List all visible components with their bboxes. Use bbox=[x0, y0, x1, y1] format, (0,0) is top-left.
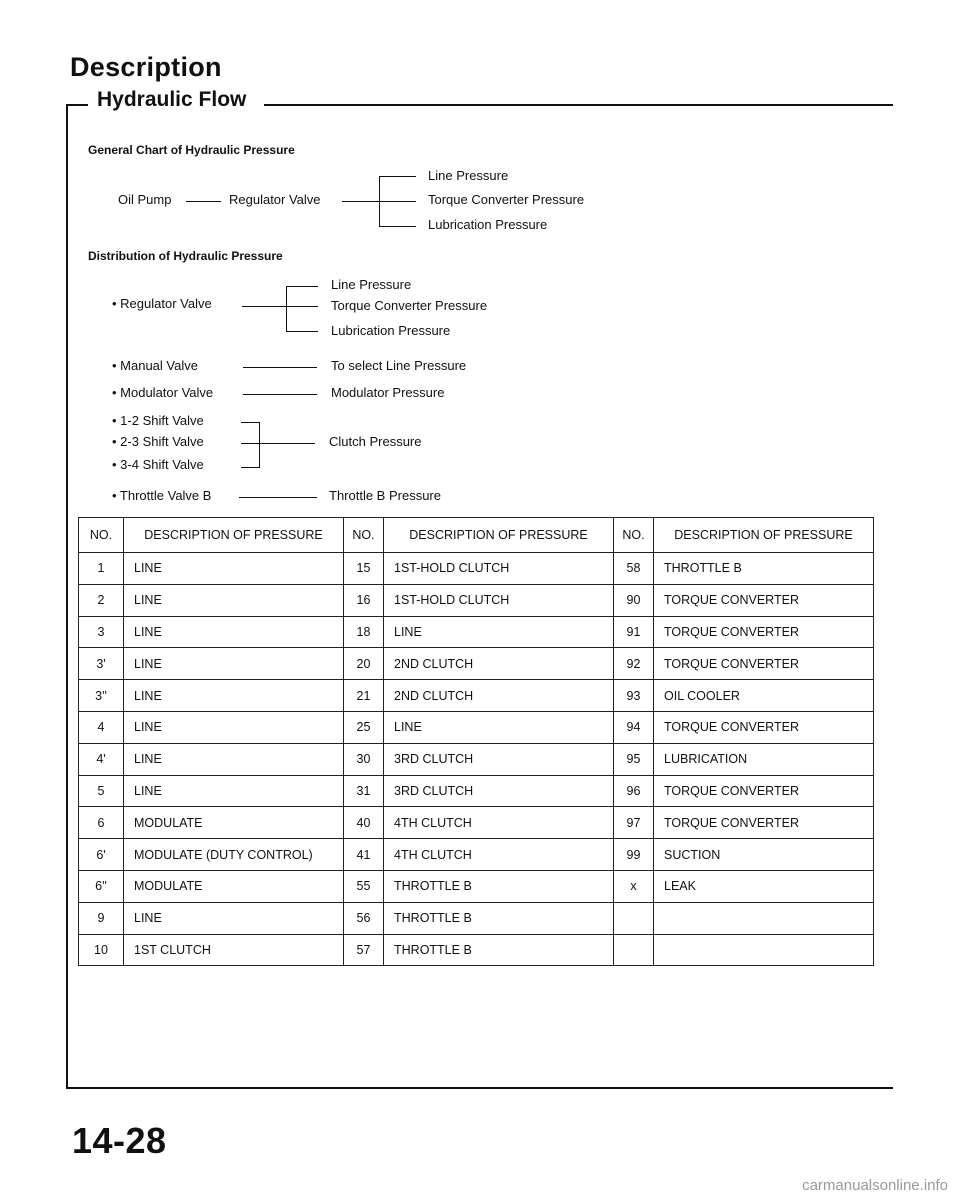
pressure-description: 1ST CLUTCH bbox=[124, 934, 344, 966]
pressure-description: THROTTLE B bbox=[384, 870, 614, 902]
dist-throttle-output: Throttle B Pressure bbox=[329, 488, 441, 503]
pressure-description: LINE bbox=[124, 648, 344, 680]
pressure-number: 95 bbox=[614, 743, 654, 775]
table-body bbox=[79, 553, 874, 966]
table-row bbox=[79, 870, 874, 902]
header-description: DESCRIPTION OF PRESSURE bbox=[124, 518, 344, 553]
table-row bbox=[79, 553, 874, 585]
pressure-number: 20 bbox=[344, 648, 384, 680]
pressure-description: LINE bbox=[124, 902, 344, 934]
dist-manual-label: • Manual Valve bbox=[112, 358, 198, 373]
dist-modulator-output: Modulator Pressure bbox=[331, 385, 445, 400]
header-no: NO. bbox=[614, 518, 654, 553]
regulator-valve-label: Regulator Valve bbox=[229, 192, 321, 207]
dist-shift-23-label: • 2-3 Shift Valve bbox=[112, 434, 204, 449]
pressure-description: LINE bbox=[124, 711, 344, 743]
dist-regulator-branch-3 bbox=[286, 331, 318, 332]
pressure-description: TORQUE CONVERTER bbox=[654, 775, 874, 807]
dist-manual-connector bbox=[243, 367, 317, 368]
pressure-number: 2 bbox=[79, 584, 124, 616]
table-row bbox=[79, 743, 874, 775]
pressure-number: 21 bbox=[344, 680, 384, 712]
pressure-number: 91 bbox=[614, 616, 654, 648]
general-output-3: Lubrication Pressure bbox=[428, 217, 548, 232]
pressure-number: 94 bbox=[614, 711, 654, 743]
dist-modulator-label: • Modulator Valve bbox=[112, 385, 214, 400]
dist-shift-12-label: • 1-2 Shift Valve bbox=[112, 413, 204, 428]
pressure-description: TORQUE CONVERTER bbox=[654, 616, 874, 648]
pressure-description: TORQUE CONVERTER bbox=[654, 648, 874, 680]
page-number: 14-28 bbox=[72, 1120, 167, 1161]
pressure-number: 31 bbox=[344, 775, 384, 807]
header-description: DESCRIPTION OF PRESSURE bbox=[654, 518, 874, 553]
pressure-description: MODULATE bbox=[124, 807, 344, 839]
pressure-description: LEAK bbox=[654, 870, 874, 902]
pressure-number: 40 bbox=[344, 807, 384, 839]
pressure-description bbox=[654, 902, 874, 934]
pressure-number: 55 bbox=[344, 870, 384, 902]
pressure-description: MODULATE (DUTY CONTROL) bbox=[124, 839, 344, 871]
dist-throttle-connector bbox=[239, 497, 317, 498]
pressure-number: 96 bbox=[614, 775, 654, 807]
pressure-description: LINE bbox=[124, 616, 344, 648]
table-header-row bbox=[79, 518, 874, 553]
pressure-description: MODULATE bbox=[124, 870, 344, 902]
general-bracket bbox=[379, 176, 380, 226]
pressure-number: 6 bbox=[79, 807, 124, 839]
frame-bottom-rule bbox=[66, 1087, 893, 1089]
oil-pump-label: Oil Pump bbox=[118, 192, 172, 207]
table-row bbox=[79, 839, 874, 871]
dist-regulator-label: • Regulator Valve bbox=[112, 296, 212, 311]
pressure-description: THROTTLE B bbox=[654, 553, 874, 585]
general-chart-heading: General Chart of Hydraulic Pressure bbox=[88, 143, 295, 157]
pressure-number: 1 bbox=[79, 553, 124, 585]
pressure-description: 4TH CLUTCH bbox=[384, 807, 614, 839]
dist-regulator-output-2: Torque Converter Pressure bbox=[331, 298, 488, 313]
pressure-number: x bbox=[614, 870, 654, 902]
dist-shift-34-label: • 3-4 Shift Valve bbox=[112, 457, 204, 472]
pressure-number: 93 bbox=[614, 680, 654, 712]
pressure-number: 57 bbox=[344, 934, 384, 966]
pressure-description: LINE bbox=[124, 743, 344, 775]
pressure-description: 3RD CLUTCH bbox=[384, 743, 614, 775]
pressure-number: 30 bbox=[344, 743, 384, 775]
pressure-description: 1ST-HOLD CLUTCH bbox=[384, 553, 614, 585]
pressure-number: 9 bbox=[79, 902, 124, 934]
dist-shift-connector bbox=[241, 443, 315, 444]
pressure-number: 15 bbox=[344, 553, 384, 585]
pressure-description: THROTTLE B bbox=[384, 934, 614, 966]
pressure-description: 2ND CLUTCH bbox=[384, 680, 614, 712]
table-row bbox=[79, 775, 874, 807]
pressure-description: LUBRICATION bbox=[654, 743, 874, 775]
pressure-table bbox=[78, 517, 874, 966]
pressure-description: OIL COOLER bbox=[654, 680, 874, 712]
pressure-description: LINE bbox=[124, 775, 344, 807]
pressure-number bbox=[614, 902, 654, 934]
pressure-number: 3' bbox=[79, 648, 124, 680]
pressure-number: 41 bbox=[344, 839, 384, 871]
pressure-number: 97 bbox=[614, 807, 654, 839]
oil-pump-connector bbox=[186, 201, 221, 202]
pressure-description: 1ST-HOLD CLUTCH bbox=[384, 584, 614, 616]
table-row bbox=[79, 584, 874, 616]
page-title: Description bbox=[70, 52, 222, 82]
pressure-number: 56 bbox=[344, 902, 384, 934]
pressure-number: 99 bbox=[614, 839, 654, 871]
table-row bbox=[79, 902, 874, 934]
pressure-description: TORQUE CONVERTER bbox=[654, 711, 874, 743]
pressure-number: 4' bbox=[79, 743, 124, 775]
pressure-number: 6'' bbox=[79, 870, 124, 902]
table-row bbox=[79, 934, 874, 966]
pressure-description: LINE bbox=[384, 616, 614, 648]
dist-regulator-connector bbox=[242, 306, 318, 307]
pressure-number: 6' bbox=[79, 839, 124, 871]
table-row bbox=[79, 616, 874, 648]
dist-modulator-connector bbox=[243, 394, 317, 395]
dist-regulator-output-3: Lubrication Pressure bbox=[331, 323, 451, 338]
dist-regulator-bracket bbox=[286, 286, 287, 331]
table-row bbox=[79, 807, 874, 839]
pressure-number: 16 bbox=[344, 584, 384, 616]
header-no: NO. bbox=[79, 518, 124, 553]
header-no: NO. bbox=[344, 518, 384, 553]
table-row bbox=[79, 648, 874, 680]
pressure-number: 18 bbox=[344, 616, 384, 648]
pressure-description: 3RD CLUTCH bbox=[384, 775, 614, 807]
dist-throttle-label: • Throttle Valve B bbox=[112, 488, 212, 503]
pressure-description: TORQUE CONVERTER bbox=[654, 584, 874, 616]
pressure-number: 4 bbox=[79, 711, 124, 743]
section-subtitle: Hydraulic Flow bbox=[97, 88, 247, 111]
pressure-number: 92 bbox=[614, 648, 654, 680]
pressure-description: 2ND CLUTCH bbox=[384, 648, 614, 680]
pressure-description: LINE bbox=[124, 553, 344, 585]
dist-regulator-branch-1 bbox=[286, 286, 318, 287]
table-row bbox=[79, 711, 874, 743]
dist-manual-output: To select Line Pressure bbox=[331, 358, 467, 373]
watermark: carmanualsonline.info bbox=[802, 1177, 948, 1194]
pressure-description: TORQUE CONVERTER bbox=[654, 807, 874, 839]
pressure-description: THROTTLE B bbox=[384, 902, 614, 934]
distribution-heading: Distribution of Hydraulic Pressure bbox=[88, 249, 283, 263]
pressure-number: 58 bbox=[614, 553, 654, 585]
pressure-description: LINE bbox=[124, 584, 344, 616]
pressure-number: 25 bbox=[344, 711, 384, 743]
general-branch-1 bbox=[379, 176, 416, 177]
pressure-description: SUCTION bbox=[654, 839, 874, 871]
pressure-number: 5 bbox=[79, 775, 124, 807]
frame-left-rule bbox=[66, 104, 68, 1088]
table-row bbox=[79, 680, 874, 712]
dist-shift-stub-3 bbox=[241, 467, 260, 468]
pressure-number: 3 bbox=[79, 616, 124, 648]
pressure-description bbox=[654, 934, 874, 966]
dist-shift-output: Clutch Pressure bbox=[329, 434, 422, 449]
pressure-description: 4TH CLUTCH bbox=[384, 839, 614, 871]
dist-regulator-output-1: Line Pressure bbox=[331, 277, 412, 292]
header-description: DESCRIPTION OF PRESSURE bbox=[384, 518, 614, 553]
dist-shift-bracket bbox=[259, 422, 260, 467]
general-output-1: Line Pressure bbox=[428, 168, 509, 183]
pressure-number: 90 bbox=[614, 584, 654, 616]
pressure-description: LINE bbox=[384, 711, 614, 743]
general-output-2: Torque Converter Pressure bbox=[428, 192, 585, 207]
pressure-description: LINE bbox=[124, 680, 344, 712]
pressure-number bbox=[614, 934, 654, 966]
pressure-number: 3'' bbox=[79, 680, 124, 712]
general-branch-3 bbox=[379, 226, 416, 227]
dist-shift-stub-1 bbox=[241, 422, 260, 423]
pressure-number: 10 bbox=[79, 934, 124, 966]
